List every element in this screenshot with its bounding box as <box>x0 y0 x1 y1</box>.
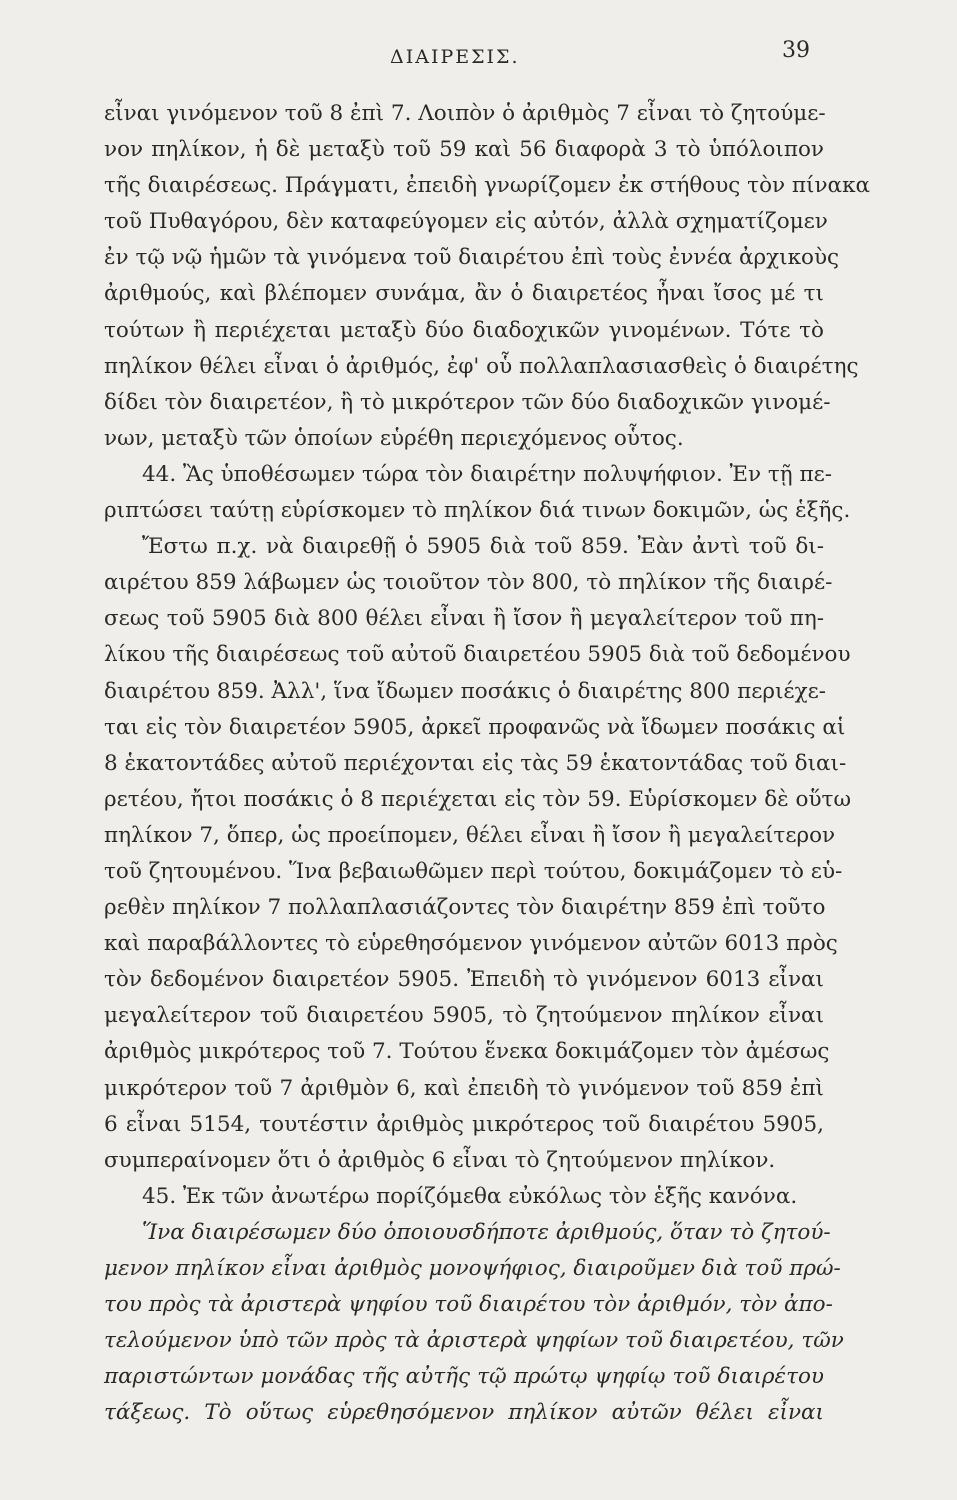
text-line: αιρέτου 859 λάβωμεν ὡς τοιοῦτον τὸν 800, τὸ πηλίκον τῆς διαιρέ- <box>104 570 833 596</box>
rule-text-line: του πρὸς τὰ ἀριστερὰ ψηφίου τοῦ διαιρέτου τὸν ἀριθμόν, τὸν ἀπο- <box>104 1292 833 1318</box>
text-line: λίκου τῆς διαιρέσεως τοῦ αὐτοῦ διαιρετέου 5905 διὰ τοῦ δεδομένου <box>104 642 851 668</box>
text-line: καὶ παραβάλλοντες τὸ εὑρεθησόμενον γινόμενον αὐτῶν 6013 πρὸς <box>104 931 838 957</box>
text-line: διαιρέτου 859. Ἀλλ', ἵνα ἴδωμεν ποσάκις ὁ διαιρέτης 800 περιέχε- <box>104 678 827 704</box>
text-line: τὸν δεδομένον διαιρετέον 5905. Ἐπειδὴ τὸ γινόμενον 6013 εἶναι <box>104 967 824 993</box>
text-line: ται εἰς τὸν διαιρετέον 5905, ἀρκεῖ προφανῶς νὰ ἴδωμεν ποσάκις αἱ <box>104 714 846 740</box>
text-line: σεως τοῦ 5905 διὰ 800 θέλει εἶναι ἢ ἴσον ἢ μεγαλείτερον τοῦ πη- <box>104 606 824 632</box>
text-line: Ἔστω π.χ. νὰ διαιρεθῇ ὁ 5905 διὰ τοῦ 859. Ἐὰν ἀντὶ τοῦ δι- <box>142 534 824 560</box>
rule-text-line: τελούμενον ὑπὸ τῶν πρὸς τὰ ἀριστερὰ ψηφίων τοῦ διαιρετέου, τῶν <box>104 1328 844 1354</box>
text-line: νων, μεταξὺ τῶν ὁποίων εὑρέθη περιεχόμενος οὗτος. <box>104 425 684 451</box>
running-title: ΔΙΑΙΡΕΣΙΣ. <box>390 46 520 68</box>
text-line: ριπτώσει ταύτῃ εὑρίσκομεν τὸ πηλίκον διά τινων δοκιμῶν, ὡς ἑξῆς. <box>104 498 851 524</box>
text-line: εἶναι γινόμενον τοῦ 8 ἐπὶ 7. Λοιπὸν ὁ ἀριθμὸς 7 εἶναι τὸ ζητούμε- <box>104 101 826 126</box>
body-text <box>104 96 871 1431</box>
text-line: μικρότερον τοῦ 7 ἀριθμὸν 6, καὶ ἐπειδὴ τὸ γινόμενον τοῦ 859 ἐπὶ <box>104 1075 824 1101</box>
text-line: ἀριθμούς, καὶ βλέπομεν συνάμα, ἂν ὁ διαιρετέος ἦναι ἴσος μέ τι <box>104 281 824 307</box>
text-line: τοῦ Πυθαγόρου, δὲν καταφεύγομεν εἰς αὐτόν, ἀλλὰ σχηματίζομεν <box>104 209 828 235</box>
section-heading-line: 45. Ἐκ τῶν ἀνωτέρω πορίζόμεθα εὐκόλως τὸν ἑξῆς κανόνα. <box>142 1183 798 1209</box>
text-line: ἀριθμὸς μικρότερος τοῦ 7. Τούτου ἕνεκα δοκιμάζομεν τὸν ἀμέσως <box>104 1039 830 1065</box>
rule-text-line: μενον πηλίκον εἶναι ἀριθμὸς μονοψήφιος, διαιροῦμεν διὰ τοῦ πρώ- <box>104 1256 841 1281</box>
text-line: τῆς διαιρέσεως. Πράγματι, ἐπειδὴ γνωρίζομεν ἐκ στήθους τὸν πίνακα <box>104 173 871 199</box>
text-line: πηλίκον θέλει εἶναι ὁ ἀριθμός, ἐφ' οὗ πολλαπλασιασθεὶς ὁ διαιρέτης <box>104 353 859 379</box>
text-line: τούτων ἢ περιέχεται μεταξὺ δύο διαδοχικῶν γινομένων. Τότε τὸ <box>104 317 824 343</box>
rule-text-line: Ἵνα διαιρέσωμεν δύο ὁποιουσδήποτε ἀριθμούς, ὅταν τὸ ζητού- <box>142 1219 831 1245</box>
text-line: δίδει τὸν διαιρετέον, ἢ τὸ μικρότερον τῶν δύο διαδοχικῶν γινομέ- <box>104 389 831 415</box>
text-line: νον πηλίκον, ἡ δὲ μεταξὺ τοῦ 59 καὶ 56 διαφορὰ 3 τὸ ὑπόλοιπον <box>104 137 824 163</box>
text-line: πηλίκον 7, ὅπερ, ὡς προείπομεν, θέλει εἶναι ἢ ἴσον ἢ μεγαλείτερον <box>104 822 836 848</box>
text-line: ρεθὲν πηλίκον 7 πολλαπλασιάζοντες τὸν διαιρέτην 859 ἐπὶ τοῦτο <box>104 895 826 921</box>
rule-text-line: παριστώντων μονάδας τῆς αὐτῆς τῷ πρώτῳ ψηφίῳ τοῦ διαιρέτου <box>104 1364 824 1390</box>
page-number: 39 <box>782 38 810 63</box>
text-line: τοῦ ζητουμένου. Ἵνα βεβαιωθῶμεν περὶ τούτου, δοκιμάζομεν τὸ εὑ- <box>104 858 843 884</box>
text-line: μεγαλείτερον τοῦ διαιρετέου 5905, τὸ ζητούμενον πηλίκον εἶναι <box>104 1003 824 1029</box>
text-line: ἐν τῷ νῷ ἡμῶν τὰ γινόμενα τοῦ διαιρέτου ἐπὶ τοὺς ἐννέα ἀρχικοὺς <box>104 245 840 271</box>
rule-text-line: τάξεως. Τὸ οὕτως εὑρεθησόμενον πηλίκον αὐτῶν θέλει εἶναι <box>104 1400 824 1426</box>
section-heading-line: 44. Ἂς ὑποθέσωμεν τώρα τὸν διαιρέτην πολυψήφιον. Ἐν τῇ πε- <box>142 461 833 487</box>
text-line: 8 ἑκατοντάδες αὐτοῦ περιέχονται εἰς τὰς 59 ἑκατοντάδας τοῦ διαι- <box>104 750 847 776</box>
running-head <box>0 38 957 78</box>
text-line: ρετέου, ἤτοι ποσάκις ὁ 8 περιέχεται εἰς τὸν 59. Εὑρίσκομεν δὲ οὕτω <box>104 786 851 812</box>
text-line: συμπεραίνομεν ὅτι ὁ ἀριθμὸς 6 εἶναι τὸ ζητούμενον πηλίκον. <box>104 1147 776 1173</box>
text-line: 6 εἶναι 5154, τουτέστιν ἀριθμὸς μικρότερος τοῦ διαιρέτου 5905, <box>104 1111 824 1137</box>
